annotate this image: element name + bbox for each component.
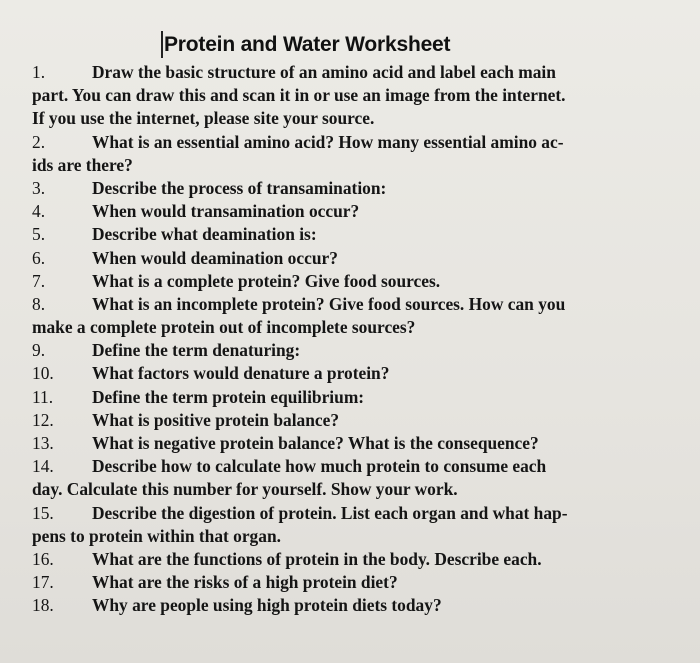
question-line <box>32 61 696 84</box>
question-text: pens to protein within that organ. <box>32 525 281 546</box>
question-line <box>32 339 696 362</box>
question-line <box>32 362 696 385</box>
question-line <box>32 432 696 455</box>
question-text: If you use the internet, please site your source. <box>32 108 375 129</box>
question-line <box>32 270 696 293</box>
question-text: Draw the basic structure of an amino acid and label each main <box>92 62 556 82</box>
question-text: Define the term denaturing: <box>92 340 301 361</box>
question-line <box>32 548 696 571</box>
question-number: 5. <box>32 224 46 245</box>
question-text: Describe the process of transamination: <box>92 177 387 198</box>
question-text: Describe how to calculate how much protein to consume each <box>92 456 547 477</box>
question-list <box>32 61 696 618</box>
question-text: What is negative protein balance? What is the consequence? <box>92 433 539 453</box>
question-line <box>32 107 696 130</box>
question-number: 12. <box>32 409 54 430</box>
question-text: What is positive protein balance? <box>92 409 340 430</box>
question-line <box>32 525 696 548</box>
question-number: 7. <box>32 270 46 291</box>
question-text: When would deamination occur? <box>92 247 338 268</box>
question-line <box>32 316 696 339</box>
question-number: 2. <box>32 131 46 152</box>
question-line <box>32 502 696 525</box>
question-line <box>32 131 696 154</box>
question-text: What are the risks of a high protein diet? <box>92 572 398 593</box>
question-number: 1. <box>32 62 46 82</box>
question-text: make a complete protein out of incomplete sources? <box>32 317 416 338</box>
question-text: What is a complete protein? Give food sources. <box>92 270 441 291</box>
question-text: Why are people using high protein diets today? <box>92 595 442 616</box>
question-line <box>32 571 696 594</box>
question-text: What is an incomplete protein? Give food sources. How can you <box>92 293 566 314</box>
question-number: 11. <box>32 386 54 407</box>
page-title: Protein and Water Worksheet <box>164 33 451 56</box>
question-line <box>32 154 696 177</box>
question-line <box>32 247 696 270</box>
question-text: What is an essential amino acid? How many essential amino ac- <box>92 131 564 152</box>
question-line <box>32 223 696 246</box>
question-text: Define the term protein equilibrium: <box>92 386 365 407</box>
question-text: day. Calculate this number for yourself. Show your work. <box>32 479 458 500</box>
question-line <box>32 386 696 409</box>
question-text: What factors would denature a protein? <box>92 363 390 384</box>
question-number: 14. <box>32 456 54 477</box>
question-number: 10. <box>32 363 54 384</box>
question-line <box>32 594 696 617</box>
question-line <box>32 177 696 200</box>
question-line <box>32 293 696 316</box>
question-text: part. You can draw this and scan it in or use an image from the internet. <box>32 85 566 106</box>
question-text: Describe what deamination is: <box>92 224 317 245</box>
question-text: Describe the digestion of protein. List each organ and what hap- <box>92 502 568 523</box>
question-number: 3. <box>32 177 46 198</box>
question-line <box>32 409 696 432</box>
question-number: 18. <box>32 595 54 616</box>
question-text: ids are there? <box>32 154 133 175</box>
question-number: 8. <box>32 293 46 314</box>
question-number: 16. <box>32 548 54 569</box>
question-line <box>32 200 696 223</box>
question-line <box>32 478 696 501</box>
question-text: When would transamination occur? <box>92 201 360 222</box>
question-number: 17. <box>32 572 54 593</box>
text-cursor <box>161 31 163 58</box>
question-number: 9. <box>32 340 46 361</box>
question-number: 6. <box>32 247 46 268</box>
question-number: 13. <box>32 433 54 453</box>
question-line <box>32 84 696 107</box>
question-number: 15. <box>32 502 54 523</box>
question-text: What are the functions of protein in the body. Describe each. <box>92 548 542 569</box>
question-number: 4. <box>32 201 46 222</box>
question-line <box>32 455 696 478</box>
